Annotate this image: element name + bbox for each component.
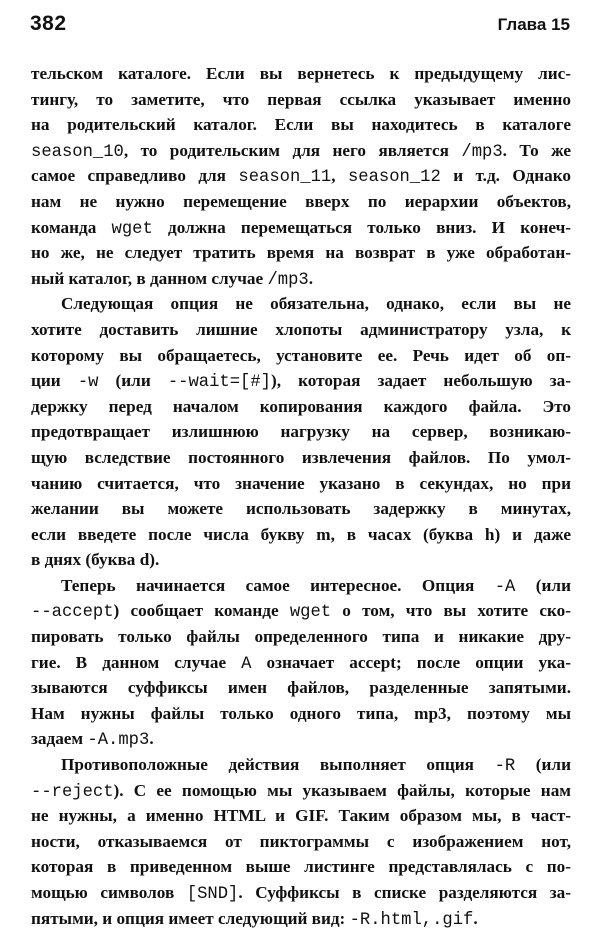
code-fragment: -R.html,.gif xyxy=(349,910,474,930)
text-line xyxy=(31,752,571,778)
text-line xyxy=(31,880,571,906)
text-line xyxy=(31,522,571,548)
text-line xyxy=(31,701,571,727)
text-line xyxy=(31,163,571,189)
code-fragment: /mp3 xyxy=(267,270,309,290)
code-fragment: -R xyxy=(494,757,516,777)
text-fragment: самое справедливо для xyxy=(31,166,239,186)
text-fragment: ности, отказываемся от пиктограммы с изображением нот, xyxy=(31,831,571,851)
text-line xyxy=(31,675,571,701)
text-line xyxy=(31,189,571,215)
text-line xyxy=(31,598,571,624)
text-fragment: . Суффиксы в списке разделяются за- xyxy=(238,883,571,902)
text-fragment: задаем xyxy=(31,729,88,749)
code-fragment: -A xyxy=(494,577,516,597)
text-line xyxy=(31,547,571,573)
text-fragment: которая в приведенном выше листинге представлялась с по- xyxy=(31,857,571,877)
text-fragment: пировать только файлы определенного типа и никакие дру- xyxy=(31,627,571,647)
text-fragment: чанию считается, что значение указано в секундах, но при xyxy=(31,473,571,493)
code-fragment: A xyxy=(241,654,252,674)
code-fragment: season_11 xyxy=(238,168,332,188)
text-fragment: (или xyxy=(98,371,168,391)
paragraph xyxy=(31,61,571,291)
chapter-title: Глава 15 xyxy=(497,15,570,34)
text-fragment: . xyxy=(308,268,313,288)
text-line xyxy=(31,343,571,369)
text-line xyxy=(31,419,571,445)
text-line xyxy=(31,368,571,394)
text-fragment: и т.д. Однако xyxy=(440,166,571,186)
text-fragment: Противоположные действия выполняет опция xyxy=(61,755,495,775)
text-fragment: ) сообщает команде xyxy=(113,601,290,621)
code-fragment: --accept xyxy=(31,603,114,623)
text-fragment: , xyxy=(331,166,348,186)
text-fragment: ). С ее помощью мы указываем файлы, которые нам xyxy=(113,780,571,800)
code-fragment: wget xyxy=(111,219,153,239)
text-fragment: на родительский каталог. Если вы находитесь в каталоге xyxy=(31,115,571,135)
code-fragment: -A.mp3 xyxy=(87,731,150,751)
text-line xyxy=(31,624,571,650)
code-fragment: /mp3 xyxy=(461,142,503,162)
text-fragment: ции xyxy=(31,371,78,391)
text-line xyxy=(31,829,571,855)
text-line xyxy=(31,496,571,522)
text-fragment: зываются суффиксы имен файлов, разделенные запятыми. xyxy=(31,678,571,698)
text-line xyxy=(31,87,571,113)
text-fragment: пятыми, и опция имеет следующий вид: xyxy=(31,908,350,928)
text-fragment: Нам нужны файлы только одного типа, mp3, поэтому мы xyxy=(31,703,571,723)
text-fragment: хотите доставить лишние хлопоты администратору узла, к xyxy=(31,319,571,339)
text-line xyxy=(31,138,571,164)
text-fragment: . То же xyxy=(502,140,571,160)
text-fragment: (или xyxy=(515,755,571,775)
code-fragment: wget xyxy=(289,603,332,623)
code-fragment: -w xyxy=(77,373,99,393)
text-fragment: о том, что вы хотите ско- xyxy=(331,601,571,621)
text-line xyxy=(31,573,571,599)
text-line xyxy=(31,266,571,292)
text-fragment: в днях (буква d). xyxy=(31,550,160,570)
code-fragment: --wait=[#] xyxy=(167,373,271,393)
text-fragment: Следующая опция не обязательна, однако, если вы не xyxy=(61,294,571,314)
code-fragment: --reject xyxy=(31,782,114,802)
text-fragment: предотвращает излишнюю нагрузку на сервер, возникаю- xyxy=(31,422,571,442)
text-line xyxy=(31,61,571,87)
text-fragment: если введете после числа букву m, в часах (буква h) и даже xyxy=(31,524,571,544)
text-fragment: означает accept; после опции ука- xyxy=(251,652,571,672)
text-fragment: должна перемещаться только вниз. И конеч- xyxy=(152,217,571,237)
code-fragment: [SND] xyxy=(186,885,239,904)
text-fragment: Теперь начинается самое интересное. Опция xyxy=(61,575,495,595)
paragraph xyxy=(31,291,571,573)
text-line xyxy=(31,317,571,343)
body-text xyxy=(31,61,571,931)
text-line xyxy=(31,803,571,829)
text-fragment: щую вследствие постоянного извлечения файлов. По умол- xyxy=(31,447,571,467)
text-fragment: ), которая задает небольшую за- xyxy=(270,371,571,391)
text-line xyxy=(31,215,571,241)
text-line xyxy=(31,240,571,266)
text-fragment: тельском каталоге. Если вы вернетесь к предыдущему лис- xyxy=(31,64,571,83)
text-line xyxy=(31,291,571,317)
text-fragment: желании вы можете использовать задержку в минутах, xyxy=(31,499,571,519)
text-fragment: нам не нужно перемещение вверх по иерархии объектов, xyxy=(31,191,571,211)
page-number: 382 xyxy=(30,12,67,35)
text-fragment: гие. В данном случае xyxy=(31,652,242,672)
text-line xyxy=(31,445,571,471)
paragraph xyxy=(31,573,571,752)
text-fragment: команда xyxy=(31,217,112,237)
text-line xyxy=(31,726,571,752)
text-line xyxy=(31,650,571,676)
code-fragment: season_10 xyxy=(31,142,124,162)
text-fragment: тингу, то заметите, что первая ссылка указывает именно xyxy=(31,89,571,109)
text-fragment: (или xyxy=(515,575,571,595)
text-line xyxy=(31,471,571,497)
text-fragment: которому вы обращаетесь, установите ее. Речь идет об оп- xyxy=(31,345,571,365)
text-fragment: ный каталог, в данном случае xyxy=(31,268,268,288)
paragraph xyxy=(31,752,571,931)
page-header xyxy=(30,12,570,42)
text-fragment: мощью символов xyxy=(31,883,187,902)
text-fragment: , то родительским для него является xyxy=(123,140,462,160)
text-fragment: но же, не следует тратить время на возврат в уже обработан- xyxy=(31,243,571,263)
text-line xyxy=(31,394,571,420)
text-fragment: не нужны, а именно HTML и GIF. Таким образом мы, в част- xyxy=(31,806,571,826)
text-line xyxy=(31,906,571,931)
text-line xyxy=(31,854,571,880)
text-fragment: . xyxy=(473,908,478,928)
text-fragment: держку перед началом копирования каждого файла. Это xyxy=(31,396,571,416)
text-line xyxy=(31,778,571,804)
code-fragment: season_12 xyxy=(347,168,441,188)
text-fragment: . xyxy=(149,729,154,749)
text-line xyxy=(31,112,571,138)
